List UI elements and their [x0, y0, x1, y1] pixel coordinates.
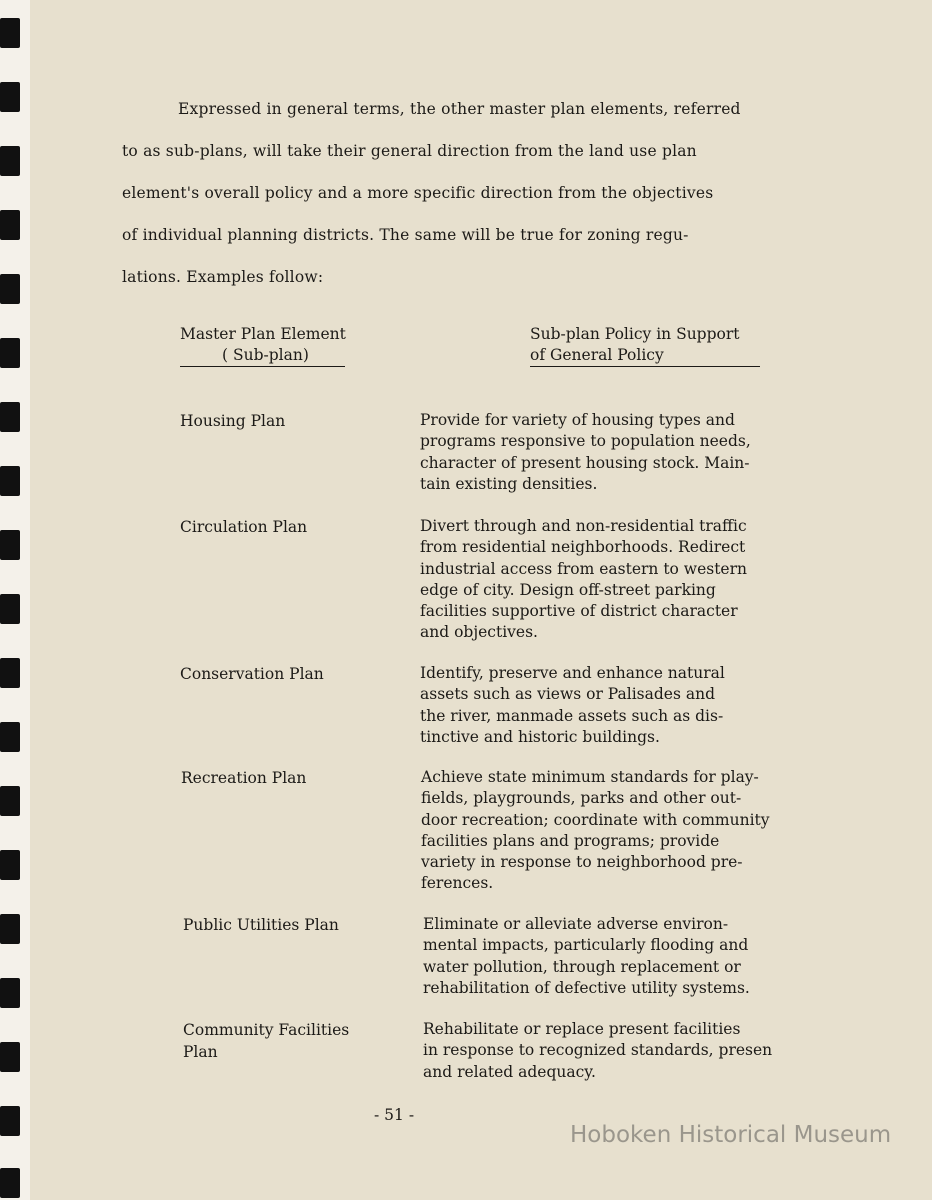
plan-name-public-utilities: Public Utilities Plan — [183, 916, 339, 934]
intro-paragraph — [122, 88, 822, 298]
binding-hole — [0, 18, 20, 48]
policy-line: variety in response to neighborhood pre- — [421, 853, 743, 872]
column-header-line: Master Plan Element — [180, 325, 346, 343]
binding-hole — [0, 1106, 20, 1136]
policy-line: in response to recognized standards, presen — [423, 1041, 773, 1060]
policy-line: and related adequacy. — [423, 1062, 596, 1081]
plan-policy-recreation — [421, 767, 770, 895]
policy-line: Identify, preserve and enhance natural — [420, 664, 725, 682]
intro-line: of individual planning districts. The same will be true for zoning regu- — [122, 226, 689, 244]
plan-policy-public-utilities — [423, 914, 750, 999]
plan-name-conservation: Conservation Plan — [180, 665, 324, 683]
binding-hole — [0, 914, 20, 944]
binding-hole — [0, 658, 20, 688]
policy-line: facilities supportive of district character — [420, 602, 738, 621]
policy-line: Achieve state minimum standards for play- — [421, 768, 759, 786]
plan-policy-circulation — [420, 516, 747, 644]
policy-line: Divert through and non-residential traffic — [420, 517, 747, 535]
plan-policy-housing — [420, 410, 751, 495]
policy-line: assets such as views or Palisades and — [420, 685, 715, 704]
policy-line: and objectives. — [420, 623, 538, 642]
policy-line: Rehabilitate or replace present facilities — [423, 1020, 741, 1038]
policy-line: rehabilitation of defective utility systems. — [423, 978, 750, 997]
column-header-line: Sub-plan Policy in Support — [530, 325, 740, 343]
column-header-line: ( Sub-plan) — [180, 345, 345, 367]
binding-hole — [0, 850, 20, 880]
binding-hole — [0, 82, 20, 112]
column-header-element — [180, 324, 346, 367]
policy-line: mental impacts, particularly flooding and — [423, 936, 749, 955]
binding-hole — [0, 722, 20, 752]
binding-hole — [0, 1168, 20, 1198]
binding-hole — [0, 466, 20, 496]
policy-line: Eliminate or alleviate adverse environ- — [423, 915, 729, 933]
policy-line: facilities plans and programs; provide — [421, 831, 720, 850]
plan-name-housing: Housing Plan — [180, 412, 286, 430]
policy-line: Provide for variety of housing types and — [420, 411, 735, 429]
plan-policy-conservation — [420, 663, 725, 748]
plan-name-circulation: Circulation Plan — [180, 518, 308, 536]
intro-line: to as sub-plans, will take their general direction from the land use plan — [122, 142, 697, 160]
policy-line: industrial access from eastern to western — [420, 559, 747, 578]
binding-hole — [0, 594, 20, 624]
plan-name-community-facilities: Community Facilities Plan — [183, 1021, 350, 1061]
binding-hole — [0, 210, 20, 240]
intro-line: element's overall policy and a more specific direction from the objectives — [122, 184, 714, 202]
policy-line: tinctive and historic buildings. — [420, 727, 660, 746]
policy-line: edge of city. Design off-street parking — [420, 580, 716, 599]
policy-line: door recreation; coordinate with community — [421, 810, 770, 829]
plan-policy-community-facilities — [423, 1019, 772, 1083]
column-header-line: of General Policy — [530, 345, 760, 367]
binding-hole — [0, 978, 20, 1008]
policy-line: from residential neighborhoods. Redirect — [420, 538, 746, 557]
binding-hole — [0, 146, 20, 176]
policy-line: ferences. — [421, 874, 494, 893]
binding-hole — [0, 786, 20, 816]
policy-line: programs responsive to population needs, — [420, 432, 751, 451]
policy-line: fields, playgrounds, parks and other out- — [421, 789, 742, 808]
page-number: - 51 - — [374, 1106, 415, 1124]
intro-line: Expressed in general terms, the other master plan elements, referred — [178, 100, 741, 118]
binding-hole — [0, 1042, 20, 1072]
spiral-binding — [0, 0, 30, 1200]
policy-line: tain existing densities. — [420, 474, 598, 493]
policy-line: character of present housing stock. Main- — [420, 453, 750, 472]
binding-hole — [0, 338, 20, 368]
policy-line: the river, manmade assets such as dis- — [420, 706, 724, 725]
binding-hole — [0, 530, 20, 560]
binding-hole — [0, 402, 20, 432]
policy-line: water pollution, through replacement or — [423, 957, 741, 976]
binding-hole — [0, 274, 20, 304]
museum-watermark: Hoboken Historical Museum — [570, 1122, 892, 1148]
intro-line: lations. Examples follow: — [122, 268, 324, 286]
column-header-policy — [530, 324, 760, 367]
plan-name-recreation: Recreation Plan — [181, 769, 307, 787]
